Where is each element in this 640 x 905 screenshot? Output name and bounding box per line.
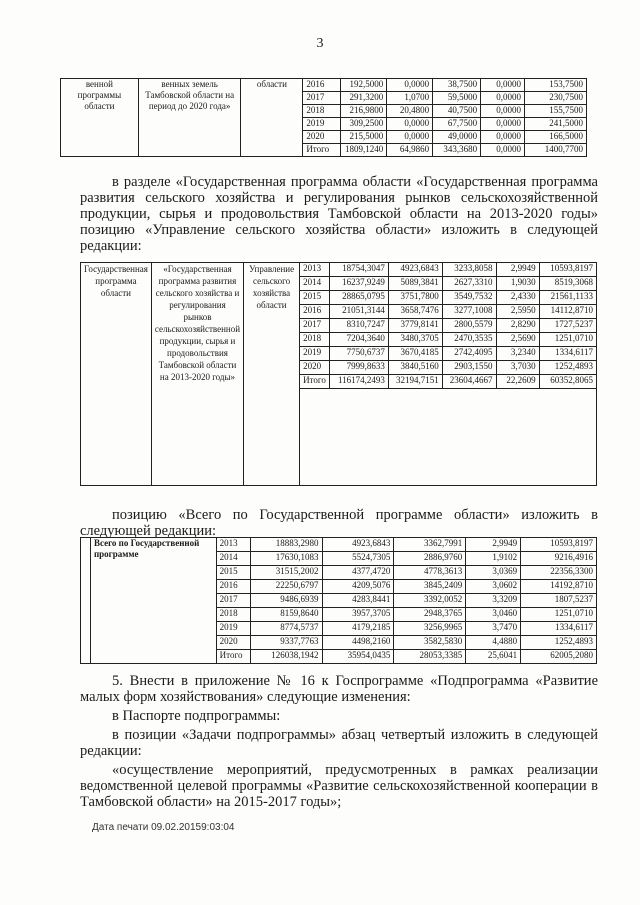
value-cell: 1334,6117 [539, 347, 596, 361]
paragraph-tasks-position: в позиции «Задачи подпрограммы» абзац четвертый изложить в следующей редакции: [80, 727, 598, 759]
value-cell: 155,7500 [525, 105, 587, 118]
value-cell: 0,0000 [481, 144, 525, 157]
year-cell: 2014 [300, 277, 330, 291]
value-cell: 10593,8197 [539, 263, 596, 277]
value-cell: 0,0000 [481, 131, 525, 144]
value-cell: 21051,3144 [329, 305, 388, 319]
value-cell: 8774,5737 [250, 622, 322, 636]
value-cell: 28865,0795 [329, 291, 388, 305]
year-cell: Итого [216, 650, 250, 664]
value-cell: 4923,6843 [322, 538, 394, 552]
value-cell: 1334,6117 [521, 622, 597, 636]
value-cell: 20,4800 [387, 105, 433, 118]
value-cell: 3779,8141 [388, 319, 442, 333]
value-cell: 2,9949 [496, 263, 539, 277]
label-cell: «Государственная программа развития сельского хозяйства и регулирования рынков сельскохозяйственной продукции, сырья и продовольствия Тамбовской области на 2013-2020 годы» [151, 263, 243, 486]
value-cell: 7750,6737 [329, 347, 388, 361]
paragraph-annex-16: 5. Внести в приложение № 16 к Госпрограмме «Подпрограмма «Развитие малых форм хозяйствования» следующие изменения: [80, 673, 598, 705]
value-cell: 5089,3841 [388, 277, 442, 291]
paragraph-total-position: позицию «Всего по Государственной программе области» изложить в следующей редакции: [80, 507, 598, 539]
value-cell: 2,8290 [496, 319, 539, 333]
value-cell: 59,5000 [433, 92, 481, 105]
print-date-footer: Дата печати 09.02.20159:03:04 [92, 822, 235, 833]
value-cell: 4498,2160 [322, 636, 394, 650]
value-cell: 3,2340 [496, 347, 539, 361]
value-cell: 31515,2002 [250, 566, 322, 580]
year-cell: 2020 [303, 131, 341, 144]
label-cell: венной программы области [61, 79, 139, 157]
value-cell: 0,0000 [481, 79, 525, 92]
year-cell: 2013 [300, 263, 330, 277]
label-cell: Всего по Государственной программе [90, 538, 216, 664]
table-row [61, 79, 587, 92]
table-2 [80, 262, 597, 486]
value-cell: 116174,2493 [329, 375, 388, 389]
paragraph-passport: в Паспорте подпрограммы: [112, 708, 281, 724]
value-cell: 153,7500 [525, 79, 587, 92]
value-cell: 3658,7476 [388, 305, 442, 319]
value-cell: 14192,8710 [521, 580, 597, 594]
value-cell: 3277,1008 [442, 305, 496, 319]
value-cell: 22,2609 [496, 375, 539, 389]
year-cell: 2020 [300, 361, 330, 375]
value-cell: 2,5690 [496, 333, 539, 347]
value-cell: 0,0000 [481, 92, 525, 105]
value-cell: 60352,8065 [539, 375, 596, 389]
value-cell: 2470,3535 [442, 333, 496, 347]
year-cell: 2017 [216, 594, 250, 608]
value-cell: 18754,3047 [329, 263, 388, 277]
year-cell: 2015 [216, 566, 250, 580]
value-cell: 241,5000 [525, 118, 587, 131]
year-cell: 2019 [303, 118, 341, 131]
value-cell: 4778,3613 [394, 566, 466, 580]
value-cell: 126038,1942 [250, 650, 322, 664]
year-cell: 2017 [300, 319, 330, 333]
value-cell: 0,0000 [387, 131, 433, 144]
value-cell: 192,5000 [341, 79, 387, 92]
value-cell: 67,7500 [433, 118, 481, 131]
value-cell: 2948,3765 [394, 608, 466, 622]
value-cell: 3,7470 [466, 622, 521, 636]
year-cell: 2020 [216, 636, 250, 650]
value-cell: 0,0000 [387, 118, 433, 131]
value-cell: 1252,4893 [539, 361, 596, 375]
value-cell: 7999,8633 [329, 361, 388, 375]
year-cell: 2018 [216, 608, 250, 622]
value-cell: 5524,7305 [322, 552, 394, 566]
year-cell: Итого [300, 375, 330, 389]
value-cell: 166,5000 [525, 131, 587, 144]
value-cell: 1,0700 [387, 92, 433, 105]
value-cell: 3845,2409 [394, 580, 466, 594]
value-cell: 3,0369 [466, 566, 521, 580]
value-cell: 64,9860 [387, 144, 433, 157]
empty-cell [300, 389, 597, 486]
value-cell: 3,0602 [466, 580, 521, 594]
value-cell: 3957,3705 [322, 608, 394, 622]
value-cell: 1,9030 [496, 277, 539, 291]
value-cell: 4179,2185 [322, 622, 394, 636]
value-cell: 1251,0710 [539, 333, 596, 347]
year-cell: Итого [303, 144, 341, 157]
value-cell: 216,9800 [341, 105, 387, 118]
value-cell: 2,5950 [496, 305, 539, 319]
value-cell: 3751,7800 [388, 291, 442, 305]
value-cell: 49,0000 [433, 131, 481, 144]
year-cell: 2018 [300, 333, 330, 347]
value-cell: 4209,5076 [322, 580, 394, 594]
year-cell: 2019 [300, 347, 330, 361]
value-cell: 3480,3705 [388, 333, 442, 347]
value-cell: 10593,8197 [521, 538, 597, 552]
value-cell: 22356,3300 [521, 566, 597, 580]
value-cell: 3549,7532 [442, 291, 496, 305]
year-cell: 2015 [300, 291, 330, 305]
year-cell: 2016 [216, 580, 250, 594]
value-cell: 8159,8640 [250, 608, 322, 622]
value-cell: 2,4330 [496, 291, 539, 305]
page-number: 3 [316, 36, 324, 51]
value-cell: 21561,1133 [539, 291, 596, 305]
year-cell: 2013 [216, 538, 250, 552]
value-cell: 35954,0435 [322, 650, 394, 664]
label-cell: венных земель Тамбовской области на период до 2020 года» [138, 79, 241, 157]
value-cell: 25,6041 [466, 650, 521, 664]
value-cell: 0,0000 [481, 118, 525, 131]
value-cell: 38,7500 [433, 79, 481, 92]
value-cell: 1400,7700 [525, 144, 587, 157]
value-cell: 2903,1550 [442, 361, 496, 375]
value-cell: 3362,7991 [394, 538, 466, 552]
table-row [81, 538, 597, 552]
value-cell: 0,0000 [387, 79, 433, 92]
value-cell: 3,3209 [466, 594, 521, 608]
value-cell: 230,7500 [525, 92, 587, 105]
value-cell: 3256,9965 [394, 622, 466, 636]
value-cell: 2627,3310 [442, 277, 496, 291]
value-cell: 4377,4720 [322, 566, 394, 580]
label-cell: области [241, 79, 303, 157]
value-cell: 1252,4893 [521, 636, 597, 650]
value-cell: 1809,1240 [341, 144, 387, 157]
year-cell: 2014 [216, 552, 250, 566]
value-cell: 1727,5237 [539, 319, 596, 333]
value-cell: 7204,3640 [329, 333, 388, 347]
value-cell: 4,4880 [466, 636, 521, 650]
value-cell: 309,2500 [341, 118, 387, 131]
value-cell: 16237,9249 [329, 277, 388, 291]
value-cell: 22250,6797 [250, 580, 322, 594]
value-cell: 3,0460 [466, 608, 521, 622]
label-cell: Управление сельского хозяйства области [244, 263, 300, 486]
value-cell: 1251,0710 [521, 608, 597, 622]
value-cell: 3582,5830 [394, 636, 466, 650]
value-cell: 343,3680 [433, 144, 481, 157]
value-cell: 8310,7247 [329, 319, 388, 333]
table-row [81, 263, 597, 277]
value-cell: 2,9949 [466, 538, 521, 552]
value-cell: 14112,8710 [539, 305, 596, 319]
value-cell: 4283,8441 [322, 594, 394, 608]
value-cell: 23604,4667 [442, 375, 496, 389]
year-cell: 2016 [303, 79, 341, 92]
value-cell: 4923,6843 [388, 263, 442, 277]
table-1 [60, 78, 587, 157]
label-cell: Государственная программа области [81, 263, 152, 486]
value-cell: 32194,7151 [388, 375, 442, 389]
value-cell: 9337,7763 [250, 636, 322, 650]
year-cell: 2019 [216, 622, 250, 636]
value-cell: 3,7030 [496, 361, 539, 375]
value-cell: 8519,3068 [539, 277, 596, 291]
value-cell: 2742,4095 [442, 347, 496, 361]
year-cell: 2017 [303, 92, 341, 105]
value-cell: 17630,1083 [250, 552, 322, 566]
value-cell: 3840,5160 [388, 361, 442, 375]
empty-cell [81, 538, 91, 664]
value-cell: 9216,4916 [521, 552, 597, 566]
value-cell: 291,3200 [341, 92, 387, 105]
value-cell: 0,0000 [481, 105, 525, 118]
value-cell: 18883,2980 [250, 538, 322, 552]
paragraph-section-change: в разделе «Государственная программа области «Государственная программа развития сельского хозяйства и регулирования рынков сельскохозяйственной продукции, сырья и продовольствия Тамбовской области на 2013-2020 годы» позицию «Управление сельского хозяйства области» изложить в следующей редакции: [80, 174, 598, 254]
value-cell: 215,5000 [341, 131, 387, 144]
value-cell: 62005,2080 [521, 650, 597, 664]
year-cell: 2016 [300, 305, 330, 319]
value-cell: 28053,3385 [394, 650, 466, 664]
value-cell: 40,7500 [433, 105, 481, 118]
value-cell: 2886,9760 [394, 552, 466, 566]
value-cell: 9486,6939 [250, 594, 322, 608]
value-cell: 3670,4185 [388, 347, 442, 361]
value-cell: 1807,5237 [521, 594, 597, 608]
value-cell: 1,9102 [466, 552, 521, 566]
value-cell: 2800,5579 [442, 319, 496, 333]
paragraph-new-text: «осуществление мероприятий, предусмотренных в рамках реализации ведомственной целевой программы «Развитие сельскохозяйственной кооперации в Тамбовской области» на 2015-2017 годы»; [80, 762, 598, 810]
value-cell: 3233,8058 [442, 263, 496, 277]
value-cell: 3392,0052 [394, 594, 466, 608]
year-cell: 2018 [303, 105, 341, 118]
table-3 [80, 537, 597, 664]
